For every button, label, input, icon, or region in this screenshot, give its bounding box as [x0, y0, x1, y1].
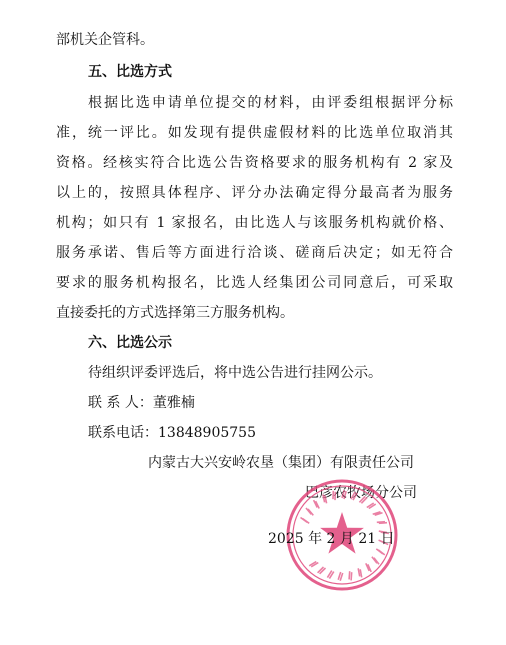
seal-glyph-mark [372, 557, 379, 565]
seal-glyph-mark [366, 563, 371, 572]
seal-glyph-mark [301, 518, 310, 524]
seal-glyph-mark [349, 571, 352, 580]
seal-glyph-mark [327, 571, 333, 579]
seal-glyph-mark [306, 508, 313, 515]
text-line: 待组织评委评选后，将中选公告进行挂网公示。 [88, 365, 382, 381]
text-line: 资格。经核实符合比选公告资格要求的服务机构有 2 家及 [56, 155, 453, 171]
seal-glyph-mark [377, 522, 387, 524]
text-line: 部机关企管科。 [56, 32, 154, 48]
seal-glyph-mark [351, 492, 357, 500]
seal-glyph-mark [309, 562, 318, 567]
seal-glyph-mark [318, 567, 326, 574]
issuer-branch: 巴彦农牧场分公司 [305, 485, 417, 501]
text-line: 以上的，按照具体程序、评分办法确定得分最高者为服务 [56, 185, 453, 201]
section-heading-5: 五、比选方式 [88, 64, 172, 80]
seal-glyph-mark [373, 512, 383, 516]
contact-phone: 联系电话：13848905755 [88, 425, 256, 441]
text-line: 服务承诺、售后等方面进行洽谈、磋商后决定；如无符合 [56, 245, 453, 261]
text-line: 机构；如只有 1 家报名，由比选人与该服务机构就价格、 [56, 215, 453, 231]
text-line: 准，统一评比。如发现有提供虚假材料的比选单位取消其 [56, 125, 453, 141]
seal-glyph-mark [367, 503, 376, 508]
seal-glyph-mark [333, 491, 335, 500]
text-line: 要求的服务机构报名，比选人经集团公司同意后，可采取 [56, 275, 453, 291]
section-heading-6: 六、比选公示 [88, 335, 172, 351]
seal-glyph-mark [376, 549, 385, 555]
seal-glyph-mark [359, 496, 367, 503]
seal-glyph-mark [314, 500, 320, 508]
issuer-company: 内蒙古大兴安岭农垦（集团）有限责任公司 [148, 455, 414, 471]
text-line: 根据比选申请单位提交的材料，由评委组根据评分标 [88, 95, 453, 111]
contact-person: 联 系 人：董雅楠 [88, 395, 195, 411]
seal-glyph-mark [358, 568, 362, 577]
text-line: 直接委托的方式选择第三方服务机构。 [56, 305, 294, 321]
seal-glyph-mark [342, 490, 346, 499]
seal-glyph-mark [338, 572, 343, 581]
seal-glyph-mark [323, 494, 327, 503]
document-date: 2025 年 2 月 21 日 [268, 531, 395, 547]
